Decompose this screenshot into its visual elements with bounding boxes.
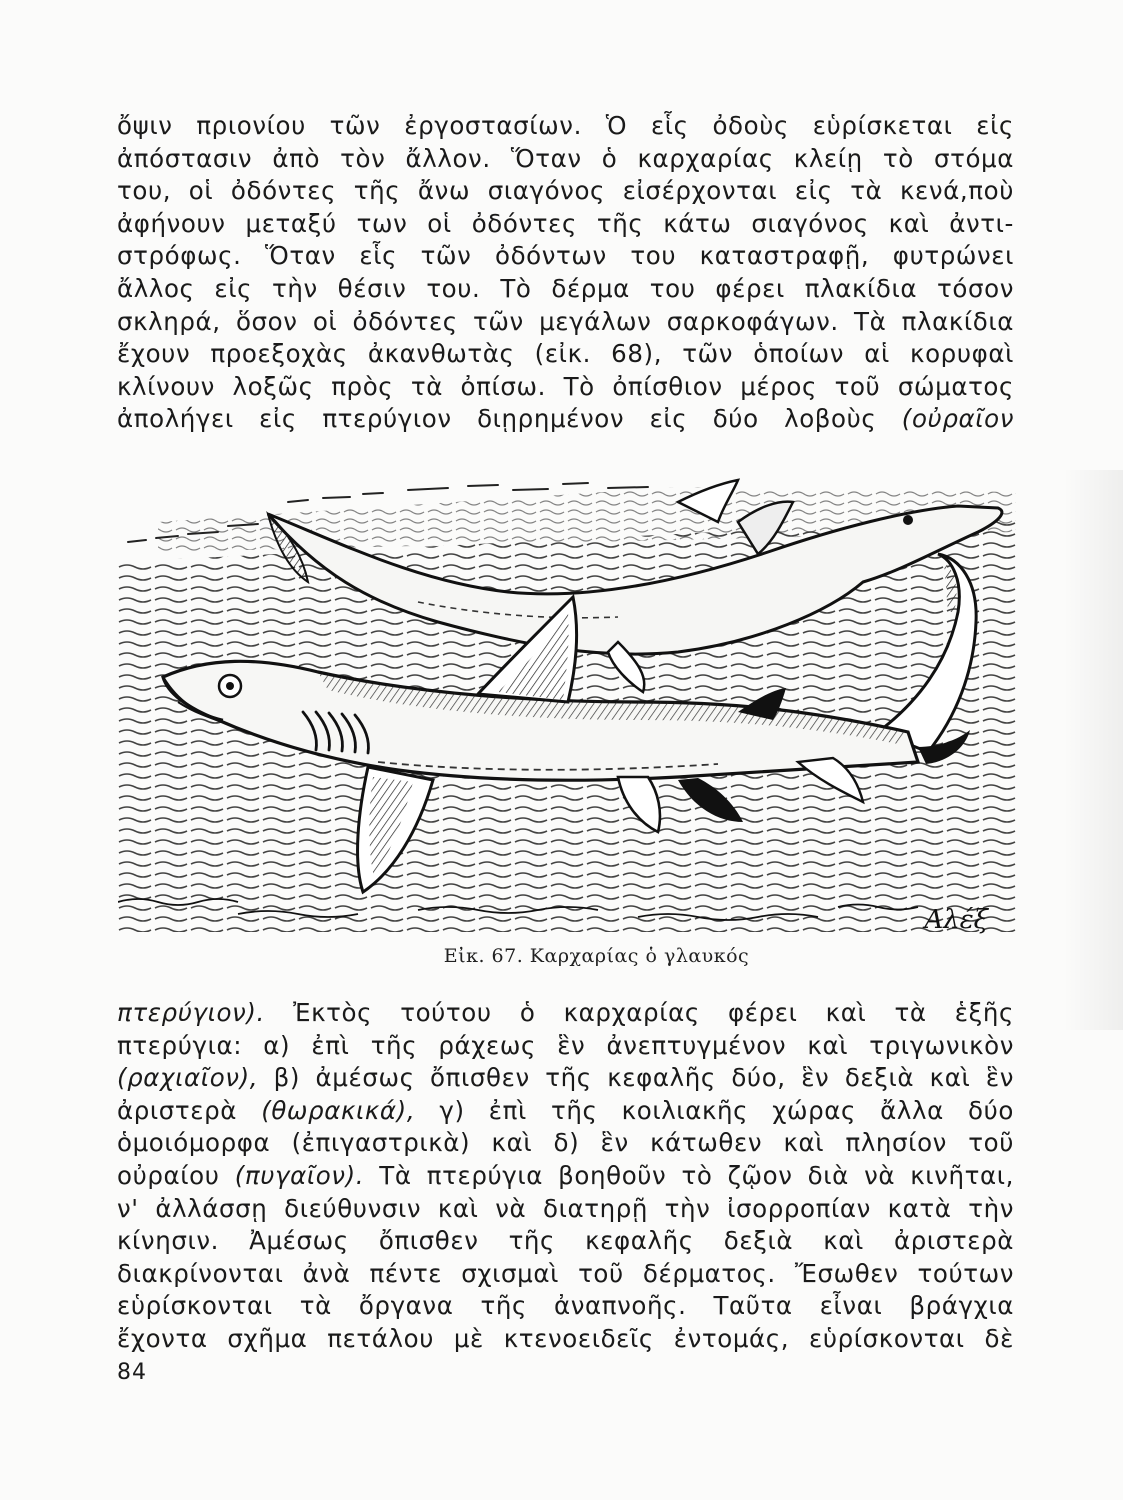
text-segment: ἀπολήγει εἰς πτερύγιον διῃρημένον εἰς δύο λοβοὺς xyxy=(117,404,902,434)
text-line: διακρίνονται ἀνὰ πέντε σχισμαὶ τοῦ δέρματος. Ἔσωθεν τούτων xyxy=(117,1258,1014,1288)
text-segment: β) ἀμέσως ὄπισθεν τῆς κεφαλῆς δύο, ἓν δεξιὰ καὶ ἓν xyxy=(258,1063,1014,1093)
text-line xyxy=(117,1062,1014,1095)
text-line: του, οἱ ὀδόντες τῆς ἄνω σιαγόνος εἰσέρχονται εἰς τὰ κενά,ποὺ xyxy=(117,176,1014,206)
shark-illustration xyxy=(118,462,1016,938)
text-line: ὁμοιόμορφα (ἐπιγαστρικὰ) καὶ δ) ἓν κάτωθεν καὶ πλησίον τοῦ xyxy=(117,1128,1014,1158)
page-number: 84 xyxy=(117,1360,147,1385)
text-line: στρόφως. Ὅταν εἷς τῶν ὀδόντων του καταστραφῇ, φυτρώνει xyxy=(117,241,1014,271)
text-line: σκληρά, ὅσον οἱ ὀδόντες τῶν μεγάλων σαρκοφάγων. Τὰ πλακίδια xyxy=(117,306,1014,336)
text-line xyxy=(117,403,1014,436)
text-line xyxy=(117,1095,1014,1128)
text-segment: γ) ἐπὶ τῆς κοιλιακῆς χώρας ἄλλα δύο xyxy=(415,1095,1014,1125)
bottom-paragraph xyxy=(117,997,1014,1356)
text-line: ν' ἀλλάσσῃ διεύθυνσιν καὶ νὰ διατηρῇ τὴν ἰσορροπίαν κατὰ τὴν xyxy=(117,1193,1014,1223)
text-line: ἀφήνουν μεταξύ των οἱ ὀδόντες τῆς κάτω σιαγόνος καὶ ἀντι- xyxy=(117,208,1014,238)
figure-caption: Εἰκ. 67. Καρχαρίας ὁ γλαυκός xyxy=(443,945,750,967)
top-paragraph xyxy=(117,110,1014,436)
text-segment: Τὰ πτερύγια βοηθοῦν τὸ ζῷον διὰ νὰ κινῆται, xyxy=(364,1160,1014,1190)
italic-term: (οὐραῖον xyxy=(901,404,1014,434)
text-segment: ἀριστερὰ xyxy=(117,1095,262,1125)
text-line: κλίνουν λοξῶς πρὸς τὰ ὀπίσω. Τὸ ὀπίσθιον μέρος τοῦ σώματος xyxy=(117,371,1014,401)
text-segment: οὐραίου xyxy=(117,1160,235,1190)
text-line: πτερύγια: α) ἐπὶ τῆς ράχεως ἓν ἀνεπτυγμένον καὶ τριγωνικὸν xyxy=(117,1030,1014,1060)
text-segment: Ἐκτὸς τούτου ὁ καρχαρίας φέρει καὶ τὰ ἑξῆς xyxy=(264,998,1014,1027)
text-line: ἔχουν προεξοχὰς ἀκανθωτὰς (εἰκ. 68), τῶν ὁποίων αἱ κορυφαὶ xyxy=(117,339,1014,369)
italic-term: (πυγαῖον). xyxy=(234,1160,365,1190)
text-line xyxy=(117,1160,1014,1193)
text-line: ἔχοντα σχῆμα πετάλου μὲ κτενοειδεῖς ἐντομάς, εὑρίσκονται δὲ xyxy=(117,1323,1014,1353)
artist-signature: Αλέξ xyxy=(924,905,988,935)
italic-term: (θωρακικά), xyxy=(261,1095,416,1125)
text-line: ἀπόστασιν ἀπὸ τὸν ἄλλον. Ὅταν ὁ καρχαρίας κλείῃ τὸ στόμα xyxy=(117,143,1014,173)
text-line: εὑρίσκονται τὰ ὄργανα τῆς ἀναπνοῆς. Ταῦτα εἶναι βράγχια xyxy=(117,1291,1014,1321)
text-line: κίνησιν. Ἀμέσως ὄπισθεν τῆς κεφαλῆς δεξιὰ καὶ ἀριστερὰ xyxy=(117,1226,1014,1256)
text-line: ὄψιν πριονίου τῶν ἐργοστασίων. Ὁ εἷς ὀδοὺς εὑρίσκεται εἰς xyxy=(117,111,1014,140)
text-line xyxy=(117,997,1014,1030)
italic-term: (ραχιαῖον), xyxy=(117,1063,259,1093)
text-line: ἄλλος εἰς τὴν θέσιν του. Τὸ δέρμα του φέρει πλακίδια τόσον xyxy=(117,273,1014,303)
italic-term: πτερύγιον). xyxy=(117,998,265,1027)
